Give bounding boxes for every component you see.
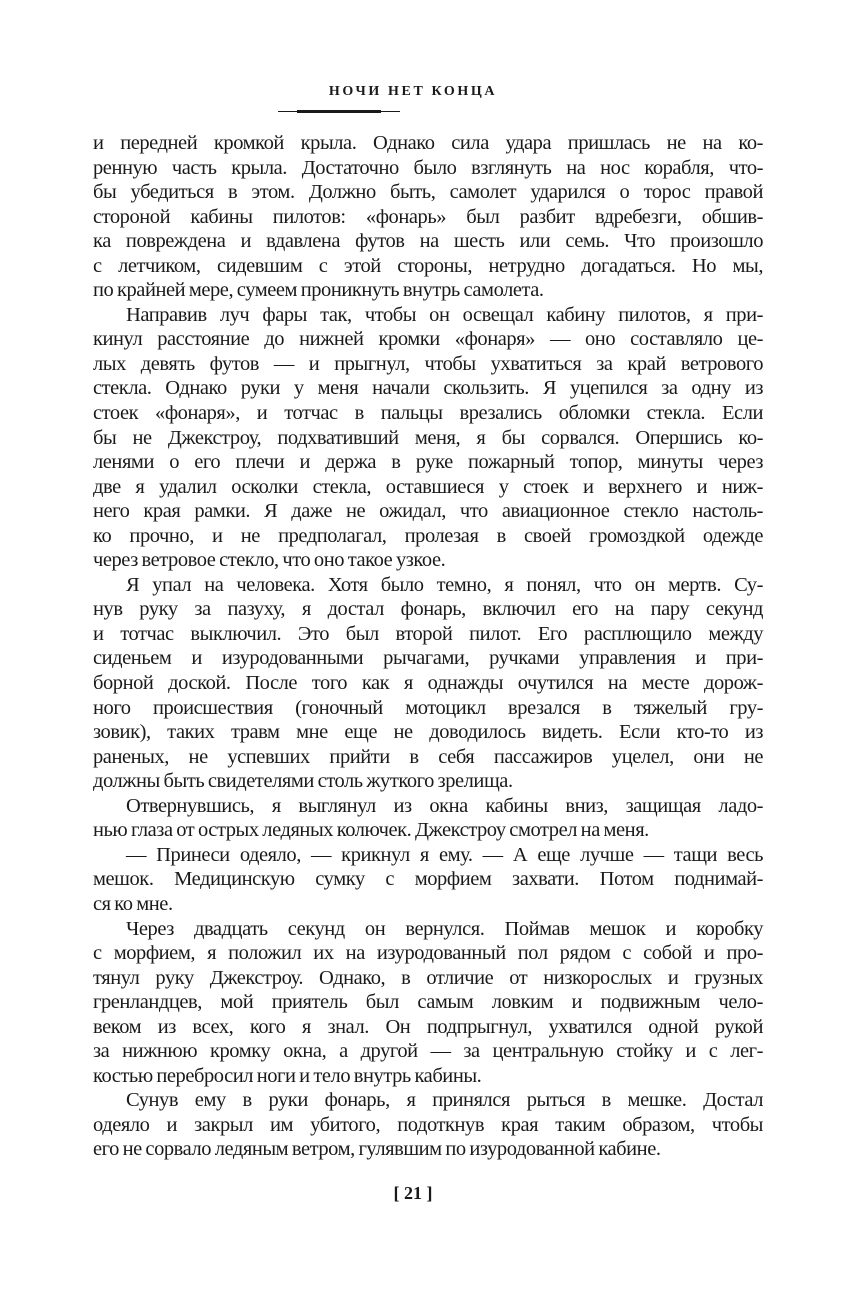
text-line: и передней кромкой крыла. Однако сила удара пришлась не на ко- xyxy=(93,132,763,154)
paragraph xyxy=(93,1088,763,1162)
text-line: и тотчас выключил. Это был второй пилот. Его расплющило между xyxy=(93,622,763,645)
text-line: Отвернувшись, я выглянул из окна кабины вниз, защищая ладо- xyxy=(126,794,763,817)
text-line: Через двадцать секунд он вернулся. Поймав мешок и коробку xyxy=(126,917,763,940)
paragraph xyxy=(93,303,763,573)
text-line: по крайней мере, сумеем проникнуть внутрь самолета. xyxy=(93,279,544,302)
text-line: бы убедиться в этом. Должно быть, самолет ударился о торос правой xyxy=(93,181,763,204)
paragraph xyxy=(93,843,763,917)
text-line: нью глаза от острых ледяных колючек. Джекстроу смотрел на меня. xyxy=(93,819,649,842)
text-line: ко прочно, и не предполагал, пролезая в своей громоздкой одежде xyxy=(93,524,763,547)
page-number: [ 21 ] xyxy=(393,1183,433,1203)
text-line: ка повреждена и вдавлена футов на шесть или семь. Что произошло xyxy=(93,230,763,253)
text-line: зовик), таких травм мне еще не доводилось видеть. Если кто-то из xyxy=(93,721,763,744)
body-text xyxy=(93,131,763,1162)
text-line: бы не Джекстроу, подхвативший меня, я бы сорвался. Опершись ко- xyxy=(93,426,763,449)
text-line: его не сорвало ледяным ветром, гулявшим по изуродованной кабине. xyxy=(93,1138,661,1161)
text-line: ся ко мне. xyxy=(93,892,173,915)
text-line: стороной кабины пилотов: «фонарь» был разбит вдребезги, обшив- xyxy=(93,205,763,228)
text-line: костью перебросил ноги и тело внутрь кабины. xyxy=(93,1064,482,1087)
text-line: гренландцев, мой приятель был самым ловким и подвижным чело- xyxy=(93,991,763,1014)
text-line: Сунув ему в руки фонарь, я принялся рыться в мешке. Достал xyxy=(126,1089,763,1112)
text-line: ренную часть крыла. Достаточно было взглянуть на нос корабля, что- xyxy=(93,156,763,179)
text-line: веком из всех, кого я знал. Он подпрыгнул, ухватился одной рукой xyxy=(93,1015,763,1038)
text-line: лых девять футов — и прыгнул, чтобы ухватиться за край ветрового xyxy=(93,352,763,375)
text-line: мешок. Медицинскую сумку с морфием захвати. Потом поднимай- xyxy=(93,868,763,891)
text-line: через ветровое стекло, что оно такое узкое. xyxy=(93,549,446,572)
paragraph xyxy=(93,794,763,843)
paragraph xyxy=(93,573,763,794)
text-line: ленями о его плечи и держа в руке пожарный топор, минуты через xyxy=(93,451,763,474)
text-line: две я удалил осколки стекла, оставшиеся у стоек и верхнего и ниж- xyxy=(93,475,763,498)
text-line: должны быть свидетелями столь жуткого зрелища. xyxy=(93,770,513,793)
text-line: сиденьем и изуродованными рычагами, ручками управления и при- xyxy=(93,647,763,670)
text-line: стоек «фонаря», и тотчас в пальцы врезались обломки стекла. Если xyxy=(93,402,763,425)
paragraph xyxy=(93,917,763,1089)
text-line: борной доской. После того как я однажды очутился на месте дорож- xyxy=(93,672,763,695)
text-line: ного происшествия (гоночный мотоцикл врезался в тяжелый гру- xyxy=(93,696,763,719)
text-line: него края рамки. Я даже не ожидал, что авиационное стекло настоль- xyxy=(93,500,763,523)
paragraph xyxy=(93,131,763,303)
running-head-title: НОЧИ НЕТ КОНЦА xyxy=(328,84,498,99)
text-line: Направив луч фары так, чтобы он освещал кабину пилотов, я при- xyxy=(126,303,763,326)
text-line: с летчиком, сидевшим с этой стороны, нетрудно догадаться. Но мы, xyxy=(93,254,763,277)
text-line: тянул руку Джекстроу. Однако, в отличие от низкорослых и грузных xyxy=(93,966,763,989)
text-line: кинул расстояние до нижней кромки «фонаря» — оно составляло це- xyxy=(93,328,763,351)
header-rule-accent xyxy=(297,110,381,113)
text-line: за нижнюю кромку окна, а другой — за центральную стойку и с лег- xyxy=(93,1040,763,1063)
text-line: одеяло и закрыл им убитого, подоткнув края таким образом, чтобы xyxy=(93,1113,763,1136)
text-line: раненых, не успевших прийти в себя пассажиров уцелел, они не xyxy=(93,745,763,768)
text-line: Я упал на человека. Хотя было темно, я понял, что он мертв. Су- xyxy=(126,573,763,596)
text-line: нув руку за пазуху, я достал фонарь, включил его на пару секунд xyxy=(93,598,763,621)
text-line: — Принеси одеяло, — крикнул я ему. — А еще лучше — тащи весь xyxy=(126,843,763,866)
text-line: с морфием, я положил их на изуродованный пол рядом с собой и про- xyxy=(93,942,763,965)
text-line: стекла. Однако руки у меня начали скользить. Я уцепился за одну из xyxy=(93,377,763,400)
